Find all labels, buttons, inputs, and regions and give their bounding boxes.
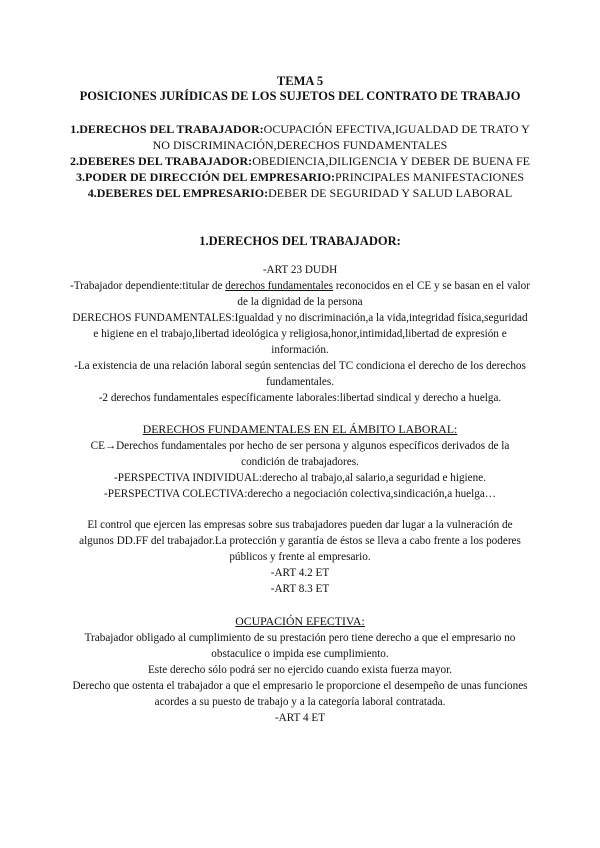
paragraph-perspectiva-individual: -PERSPECTIVA INDIVIDUAL:derecho al trabajo,al salario,a seguridad e higiene.	[114, 472, 486, 484]
title-block	[60, 74, 540, 104]
topic-number: TEMA 5	[276, 74, 324, 88]
paragraph-control: El control que ejercen las empresas sobre sus trabajadores pueden dar lugar a la vulneración de algunos DD.FF del trabajador.La protección y garantía de éstos se lleva a cabo frente a los poderes públicos y frente al empresario.	[79, 519, 521, 563]
paragraph-derechos-laborales: -2 derechos fundamentales específicamente laborales:libertad sindical y derecho a huelga.	[98, 392, 502, 404]
section-heading-ambito-laboral: DERECHOS FUNDAMENTALES EN EL ÁMBITO LABORAL:	[142, 422, 458, 436]
section-control-body	[70, 517, 530, 597]
paragraph-perspectiva-colectiva: -PERSPECTIVA COLECTIVA:derecho a negociación colectiva,sindicación,a huelga…	[104, 488, 496, 500]
summary-item-1: 1.DERECHOS DEL TRABAJADOR:OCUPACIÓN EFECTIVA,IGUALDAD DE TRATO Y NO DISCRIMINACIÓN,DERECHOS FUNDAMENTALES	[70, 122, 530, 152]
section-heading-ocupacion: OCUPACIÓN EFECTIVA:	[235, 614, 365, 628]
paragraph-relacion-laboral: -La existencia de una relación laboral según sentencias del TC condiciona el derecho de los derechos fundamentales.	[74, 360, 526, 388]
section-derechos-body	[70, 262, 530, 406]
section-ocupacion-body	[70, 630, 530, 726]
summary-item-2: 2.DEBERES DEL TRABAJADOR:OBEDIENCIA,DILIGENCIA Y DEBER DE BUENA FE	[70, 154, 530, 168]
paragraph-derechos-fundamentales: DERECHOS FUNDAMENTALES:Igualdad y no discriminación,a la vida,integridad física,seguridad e higiene en el trabajo,libertad ideológica y religiosa,honor,intimidad,libertad de expresión e información.	[72, 312, 528, 356]
paragraph-titular: -Trabajador dependiente:titular de derechos fundamentales reconocidos en el CE y se basan en el valor de la dignidad de la persona	[70, 280, 530, 308]
document-title: POSICIONES JURÍDICAS DE LOS SUJETOS DEL CONTRATO DE TRABAJO	[79, 89, 521, 103]
section-ambito-body	[70, 438, 530, 502]
summary-item-4: 4.DEBERES DEL EMPRESARIO:DEBER DE SEGURIDAD Y SALUD LABORAL	[87, 186, 513, 200]
art-23-dudh: -ART 23 DUDH	[262, 264, 338, 276]
art-4-2-et: -ART 4.2 ET	[270, 567, 330, 579]
paragraph-fuerza-mayor: Este derecho sólo podrá ser no ejercido cuando exista fuerza mayor.	[147, 664, 453, 676]
summary-list	[62, 121, 538, 201]
section-heading-derechos: 1.DERECHOS DEL TRABAJADOR:	[199, 234, 401, 248]
paragraph-ce: CE→Derechos fundamentales por hecho de ser persona y algunos específicos derivados de la condición de trabajadores.	[90, 440, 510, 468]
summary-item-3: 3.PODER DE DIRECCIÓN DEL EMPRESARIO:PRINCIPALES MANIFESTACIONES	[76, 170, 524, 184]
paragraph-obligado: Trabajador obligado al cumplimiento de su prestación pero tiene derecho a que el empresario no obstaculice o impida ese cumplimiento.	[84, 632, 516, 660]
art-8-3-et: -ART 8.3 ET	[270, 583, 330, 595]
paragraph-desempeno: Derecho que ostenta el trabajador a que el empresario le proporcione el desempeño de unas funciones acordes a su puesto de trabajo y a la categoría laboral contratada.	[72, 680, 528, 708]
art-4-et: -ART 4 ET	[274, 712, 326, 724]
derechos-fundamentales-link: derechos fundamentales	[225, 280, 334, 292]
